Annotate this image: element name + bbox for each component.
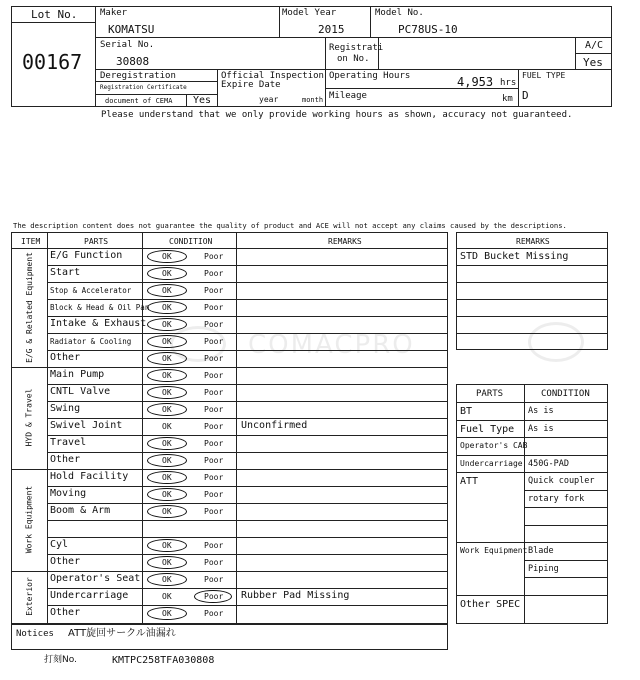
table-row	[12, 571, 447, 588]
row-part: Hold Facility	[50, 471, 129, 482]
table-row	[12, 282, 447, 299]
poor-option[interactable]: Poor	[204, 388, 224, 397]
watermark: COMACPRO	[248, 330, 415, 360]
right-parts-table	[456, 384, 608, 624]
ac-label: A/C	[585, 40, 604, 51]
spec-condition: Piping	[528, 563, 559, 574]
row-part: Travel	[50, 437, 87, 448]
row-divider	[457, 437, 607, 438]
group-label: E/G & Related Equipment	[24, 251, 34, 363]
inspection-label: Official Inspection	[221, 71, 324, 81]
km-unit: km	[502, 94, 513, 104]
table-row	[12, 350, 447, 367]
ok-option[interactable]: OK	[162, 490, 172, 499]
ok-selected-circle	[147, 471, 187, 484]
model-no-value: PC78US-10	[398, 23, 458, 36]
ok-selected-circle	[147, 607, 187, 620]
row-part: Other	[50, 607, 81, 618]
row-divider	[457, 420, 607, 421]
month-label: month	[302, 96, 324, 104]
poor-option[interactable]: Poor	[204, 490, 224, 499]
row-part: Boom & Arm	[50, 505, 111, 516]
row-part: Start	[50, 267, 81, 278]
fuel-type-label: FUEL TYPE	[522, 71, 566, 80]
poor-option[interactable]: Poor	[204, 592, 224, 601]
col-item-header: ITEM	[21, 237, 41, 246]
spec-part: BT	[460, 406, 473, 417]
divider	[518, 69, 519, 107]
row-part: Other	[50, 454, 81, 465]
disclaimer: The description content does not guarantee the quality of product and ACE will not accept any claims caused by the descriptions.	[13, 221, 567, 230]
row-divider	[524, 577, 607, 578]
table-row	[12, 418, 447, 435]
poor-option[interactable]: Poor	[204, 269, 224, 278]
stamp-label: 打刻No.	[44, 655, 77, 665]
inspection-label-2: Expire Date	[221, 80, 281, 90]
registration-certificate-label: Registration Certificate	[100, 84, 187, 91]
model-year-value: 2015	[318, 23, 345, 36]
poor-option[interactable]: Poor	[204, 405, 224, 414]
fuel-type-value: D	[522, 89, 529, 102]
row-divider	[524, 560, 607, 561]
divider	[279, 6, 280, 37]
divider	[95, 37, 612, 38]
ok-option[interactable]: OK	[162, 507, 172, 516]
row-divider	[457, 299, 607, 300]
table-row	[12, 503, 447, 520]
spec-part: Undercarriage	[460, 458, 523, 468]
divider	[378, 37, 379, 69]
row-part: Intake & Exhaust	[50, 318, 147, 329]
ok-option[interactable]: OK	[162, 405, 172, 414]
table-row	[12, 333, 447, 350]
table-row	[12, 605, 447, 622]
ok-selected-circle	[147, 386, 187, 399]
table-row	[12, 367, 447, 384]
row-part: CNTL Valve	[50, 386, 111, 397]
ok-selected-circle	[147, 454, 187, 467]
row-remark: Rubber Pad Missing	[241, 590, 350, 601]
ok-option[interactable]: OK	[162, 609, 172, 618]
row-divider	[524, 525, 607, 526]
row-part: Swivel Joint	[50, 420, 123, 431]
spec-condition: Blade	[528, 546, 554, 556]
spec-part: ATT	[460, 476, 479, 487]
ok-option[interactable]: OK	[162, 388, 172, 397]
table-body	[12, 233, 447, 623]
poor-option[interactable]: Poor	[204, 507, 224, 516]
table-row	[12, 316, 447, 333]
model-year-label: Model Year	[282, 8, 337, 18]
right-col-parts-header: PARTS	[476, 389, 504, 399]
year-label: year	[259, 95, 279, 104]
spec-condition: Quick coupler	[528, 476, 595, 486]
row-divider	[457, 595, 607, 596]
divider	[95, 81, 217, 82]
table-row	[12, 452, 447, 469]
ok-option[interactable]: OK	[162, 439, 172, 448]
poor-option[interactable]: Poor	[204, 609, 224, 618]
right-remarks-body	[457, 233, 607, 349]
poor-option[interactable]: Poor	[204, 541, 224, 550]
ok-option[interactable]: OK	[162, 558, 172, 567]
spec-part: Fuel Type	[460, 423, 515, 435]
row-divider	[457, 455, 607, 456]
operating-hours-value: 4,953	[457, 75, 494, 89]
ok-option[interactable]: OK	[162, 337, 172, 346]
ok-selected-circle	[147, 369, 187, 382]
ok-selected-circle	[147, 335, 187, 348]
poor-option[interactable]: Poor	[204, 439, 224, 448]
divider	[95, 69, 612, 70]
table-row	[12, 469, 447, 486]
divider	[217, 69, 218, 107]
table-row	[12, 486, 447, 503]
remark-line: STD Bucket Missing	[460, 251, 569, 262]
document-cema-label: document of CEMA	[105, 97, 173, 105]
row-divider	[457, 472, 607, 473]
row-part: Cyl	[50, 539, 69, 550]
row-divider	[457, 265, 607, 266]
ok-option[interactable]: OK	[162, 252, 172, 261]
poor-option[interactable]: Poor	[204, 337, 224, 346]
spec-part: Work Equipment	[460, 546, 528, 555]
deregistration-label: Deregistration	[100, 71, 176, 81]
maker-label: Maker	[100, 8, 128, 18]
ok-selected-circle	[147, 250, 187, 263]
row-part: Block & Head & Oil Pan	[50, 303, 150, 312]
poor-option[interactable]: Poor	[204, 303, 224, 312]
table-row	[12, 401, 447, 418]
row-divider	[524, 490, 607, 491]
table-row	[12, 248, 447, 265]
hours-notice: Please understand that we only provide working hours as shown, accuracy not guaranteed.	[101, 110, 573, 120]
notices-box	[11, 624, 448, 650]
serial-no-value: 30808	[116, 55, 150, 68]
divider	[575, 53, 612, 54]
row-divider	[457, 333, 607, 334]
serial-no-label: Serial No.	[100, 40, 155, 50]
lot-no-value: 00167	[22, 50, 83, 74]
row-part: Radiator & Cooling	[50, 337, 132, 346]
right-remarks-table	[456, 232, 608, 350]
model-no-label: Model No.	[375, 8, 424, 18]
operating-hours-label: Operating Hours	[329, 71, 411, 81]
row-divider	[457, 282, 607, 283]
row-part: Moving	[50, 488, 87, 499]
divider	[186, 94, 187, 107]
poor-option[interactable]: Poor	[204, 320, 224, 329]
row-part: Other	[50, 556, 81, 567]
ok-selected-circle	[147, 352, 187, 365]
right-col-condition-header: CONDITION	[541, 389, 590, 399]
ok-option[interactable]: OK	[162, 473, 172, 482]
notices-text: ATT旋回サークル油漏れ	[68, 628, 176, 639]
ok-selected-circle	[147, 284, 187, 297]
registration-label-2: on No.	[337, 54, 370, 64]
table-row	[12, 520, 447, 537]
poor-option[interactable]: Poor	[204, 473, 224, 482]
col-remarks-header: REMARKS	[328, 237, 362, 246]
notices-label: Notices	[16, 629, 54, 639]
divider	[95, 6, 96, 107]
ok-option[interactable]: OK	[162, 303, 172, 312]
right-remarks-header: REMARKS	[516, 237, 550, 246]
row-divider	[524, 507, 607, 508]
table-row	[12, 265, 447, 282]
ok-option[interactable]: OK	[162, 456, 172, 465]
poor-option[interactable]: Poor	[204, 354, 224, 363]
ok-option[interactable]: OK	[162, 320, 172, 329]
right-parts-body	[457, 385, 607, 623]
table-row	[12, 537, 447, 554]
lot-no-label: Lot No.	[31, 8, 78, 21]
row-part: Swing	[50, 403, 81, 414]
ok-selected-circle	[147, 318, 187, 331]
spec-condition: As is	[528, 406, 554, 416]
row-remark: Unconfirmed	[241, 420, 308, 431]
poor-option[interactable]: Poor	[204, 456, 224, 465]
divider	[325, 37, 326, 107]
ok-selected-circle	[147, 301, 187, 314]
registration-label: Registrati	[329, 43, 384, 53]
spec-condition: As is	[528, 423, 554, 434]
ok-option[interactable]: OK	[162, 575, 172, 584]
row-part: Stop & Accelerator	[50, 286, 132, 295]
table-row	[12, 384, 447, 401]
spec-part: Other SPEC	[460, 598, 521, 610]
table-row	[12, 299, 447, 316]
ok-selected-circle	[147, 556, 187, 569]
poor-selected-circle	[194, 590, 232, 603]
spec-part: Operator's CAB	[460, 441, 528, 450]
table-row	[12, 588, 447, 605]
spec-condition: rotary fork	[528, 493, 585, 504]
col-parts-header: PARTS	[84, 237, 109, 246]
ok-selected-circle	[147, 403, 187, 416]
ok-selected-circle	[147, 488, 187, 501]
mileage-label: Mileage	[329, 91, 367, 101]
ok-option[interactable]: OK	[162, 592, 172, 601]
stamp-value: KMTPC258TFA030808	[112, 655, 215, 666]
divider	[11, 22, 95, 23]
group-label: HYD & Travel	[24, 388, 34, 447]
poor-option[interactable]: Poor	[204, 558, 224, 567]
ok-selected-circle	[147, 573, 187, 586]
table-row	[12, 554, 447, 571]
row-part: E/G Function	[50, 250, 123, 261]
poor-option[interactable]: Poor	[204, 371, 224, 380]
poor-option[interactable]: Poor	[204, 286, 224, 295]
ok-selected-circle	[147, 505, 187, 518]
ok-option[interactable]: OK	[162, 371, 172, 380]
row-divider	[457, 542, 607, 543]
ac-value: Yes	[583, 56, 603, 69]
ok-option[interactable]: OK	[162, 541, 172, 550]
ok-selected-circle	[147, 437, 187, 450]
maker-value: KOMATSU	[108, 23, 155, 36]
poor-option[interactable]: Poor	[204, 422, 224, 431]
poor-option[interactable]: Poor	[204, 252, 224, 261]
ok-option[interactable]: OK	[162, 269, 172, 278]
row-part: Undercarriage	[50, 590, 129, 601]
ok-option[interactable]: OK	[162, 354, 172, 363]
row-part: Other	[50, 352, 81, 363]
condition-table	[11, 232, 448, 624]
row-divider	[457, 316, 607, 317]
poor-option[interactable]: Poor	[204, 575, 224, 584]
col-condition-header: CONDITION	[169, 237, 213, 246]
group-label: Exterior	[24, 576, 34, 616]
document-cema-value: Yes	[193, 95, 212, 106]
row-part: Operator's Seat	[50, 573, 141, 584]
spec-condition: 450G-PAD	[528, 458, 569, 469]
row-part: Main Pump	[50, 369, 105, 380]
ok-selected-circle	[147, 267, 187, 280]
group-label: Work Equipment	[24, 485, 34, 554]
hrs-unit: hrs	[500, 78, 517, 88]
ok-option[interactable]: OK	[162, 286, 172, 295]
ok-selected-circle	[147, 539, 187, 552]
table-row	[12, 435, 447, 452]
divider	[370, 6, 371, 37]
ok-option[interactable]: OK	[162, 422, 172, 431]
